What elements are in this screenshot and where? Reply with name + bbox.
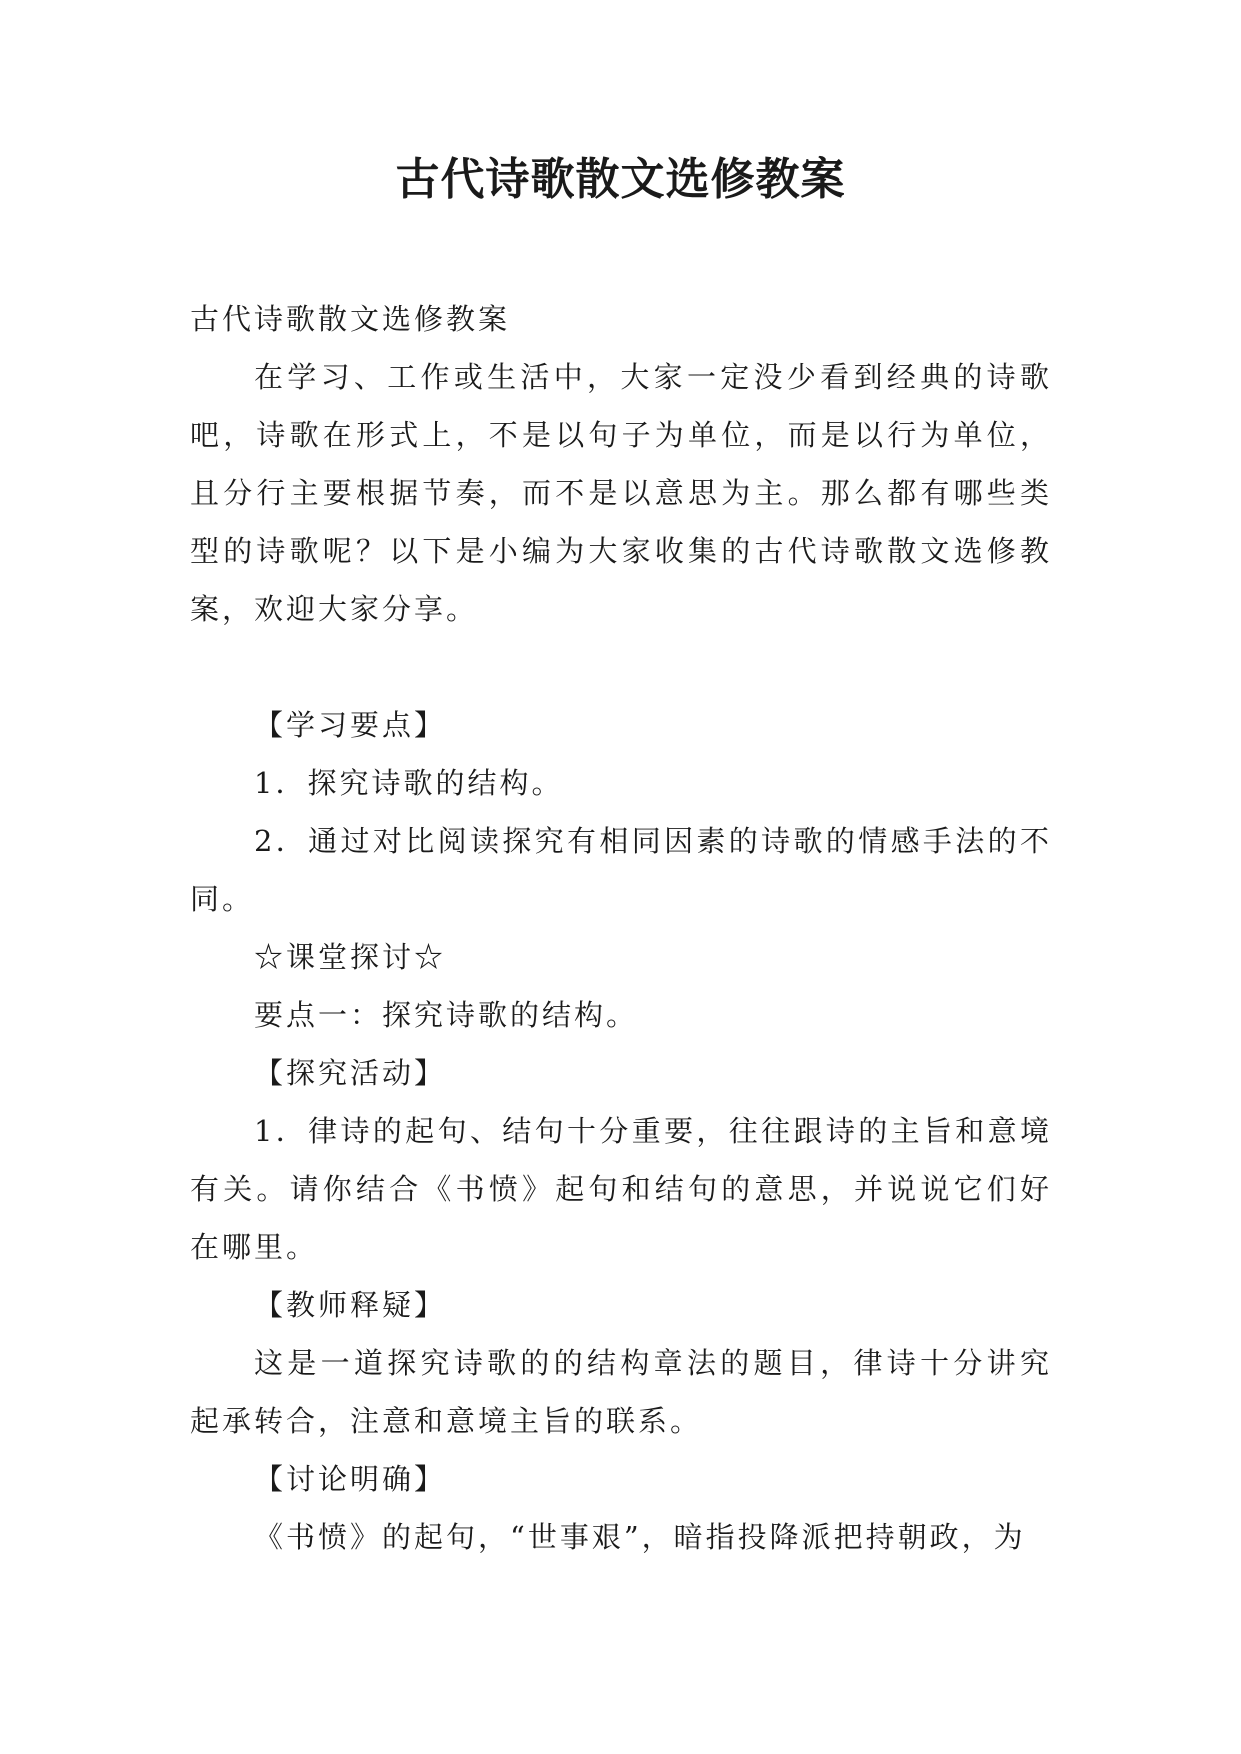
key-point-1: 要点一：探究诗歌的结构。 [254, 998, 639, 1032]
intro-paragraph: 在学习、工作或生活中，大家一定没少看到经典的诗歌吧，诗歌在形式上，不是以句子为单位，而是以行为单位，且分行主要根据节奏，而不是以意思为主。那么都有哪些类型的诗歌呢？以下是小编为大家收集的古代诗歌散文选修教案，欢迎大家分享。 [190, 360, 1052, 626]
document-body [190, 290, 1052, 1566]
section-heading-discussion-clarification: 【讨论明确】 [254, 1462, 447, 1496]
subtitle-paragraph: 古代诗歌散文选修教案 [190, 302, 511, 336]
learning-point-1: 1．探究诗歌的结构。 [254, 766, 564, 800]
section-heading-learning-points: 【学习要点】 [254, 708, 447, 742]
paragraph-spacer [190, 638, 1052, 696]
section-heading-inquiry-activity: 【探究活动】 [254, 1056, 447, 1090]
inquiry-question-1: 1．律诗的起句、结句十分重要，往往跟诗的主旨和意境有关。请你结合《书愤》起句和结句的意思，并说说它们好在哪里。 [190, 1114, 1052, 1264]
learning-point-2: 2．通过对比阅读探究有相同因素的诗歌的情感手法的不同。 [190, 824, 1052, 916]
section-heading-teacher-explanation: 【教师释疑】 [254, 1288, 447, 1322]
section-heading-classroom-discussion: ☆课堂探讨☆ [254, 940, 447, 974]
document-title: 古代诗歌散文选修教案 [395, 154, 846, 205]
discussion-clarification-paragraph: 《书愤》的起句，“世事艰”，暗指投降派把持朝政，为 [254, 1520, 1026, 1554]
teacher-explanation-paragraph: 这是一道探究诗歌的的结构章法的题目，律诗十分讲究起承转合，注意和意境主旨的联系。 [190, 1346, 1052, 1438]
